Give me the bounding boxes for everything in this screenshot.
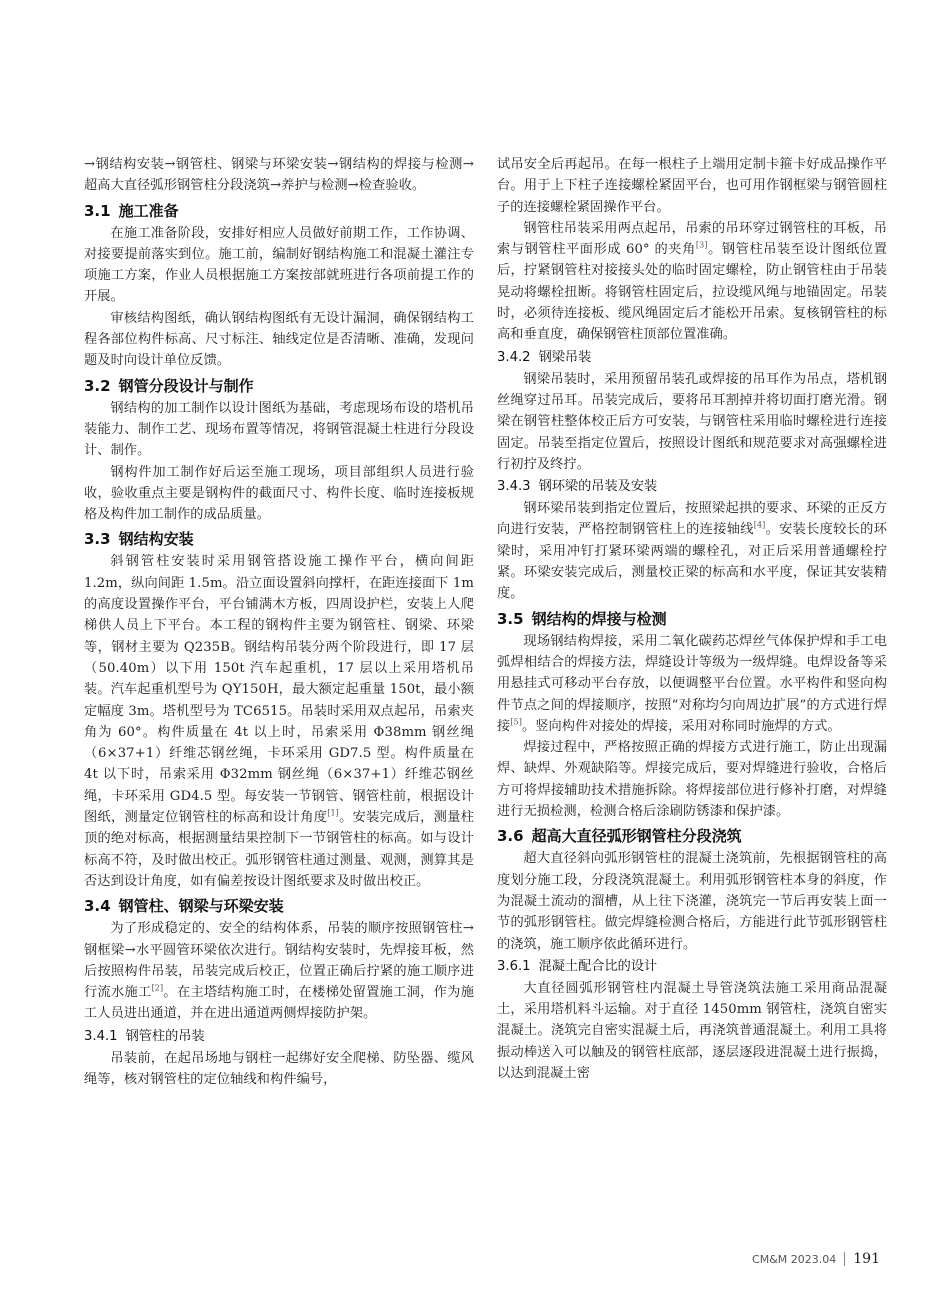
section-title: 钢管柱、钢梁与环梁安装 [118,897,284,916]
paragraph: 审核结构图纸，确认钢结构图纸有无设计漏洞，确保钢结构工程各部位构件标高、尺寸标注、轴线定位是否清晰、准确，发现问题及时向设计单位反馈。 [84,310,474,369]
citation-ref: [3] [695,240,708,250]
footer-divider [844,1252,845,1266]
section-number: 3.4.1 [84,1028,118,1044]
text-run: 。安装完成后，测量柱顶的绝对标高，根据测量结果控制下一节钢管柱的标高。如与设计标高不符，及时做出校正。弧形钢管柱通过测量、观测，测算其是否达到设计角度，如有偏差按设计图纸要求及时做出校正。 [84,810,474,889]
section-heading-3-2 [84,374,474,398]
text-run: 为了形成稳定的、安全的结构体系，吊装的顺序按照钢管柱→钢框梁→水平圆管环梁依次进行。钢结构安装时，先焊接耳板，然后按照构件吊装，吊装完成后校正，位置正确后拧紧的施工顺序进行流水施工 [84,921,474,1001]
paragraph: 大直径圆弧形钢管柱内混凝土导管浇筑法施工采用商品混凝土，采用塔机料斗运输。对于直径 1450mm 钢管柱，浇筑自密实混凝土。浇筑完自密实混凝土后，再浇筑普通混凝土。利用工具将振动棒送入可以触及的钢管柱底部，逐层逐段进混凝土进行振捣，以达到混凝土密 [497,980,887,1081]
paragraph [497,498,887,604]
section-title: 钢结构的焊接与检测 [531,609,667,628]
text-run: 钢管柱吊装采用两点起吊，吊索的吊环穿过钢管柱的耳板，吊索与钢管柱平面形成 60° 的夹角 [497,220,887,258]
section-heading-3-5 [497,607,887,631]
right-column [497,154,887,1084]
section-title: 钢管分段设计与制作 [118,376,254,395]
section-title: 钢结构安装 [118,530,194,549]
section-number: 3.1 [84,201,111,220]
section-number: 3.4 [84,897,111,916]
paragraph: →钢结构安装→钢管柱、钢梁与环梁安装→钢结构的焊接与检测→超高大直径弧形钢管柱分段浇筑→养护与检测→检查验收。 [84,157,474,194]
section-heading-3-4 [84,894,474,918]
paragraph [497,218,887,346]
paragraph: 试吊安全后再起吊。在每一根柱子上端用定制卡箍卡好成品操作平台。用于上下柱子连接螺栓紧固平台，也可用作钢框梁与钢管圆柱子的连接螺栓紧固操作平台。 [497,157,887,215]
subsection-heading-3-4-1 [84,1026,474,1048]
text-run: 斜钢管柱安装时采用钢管搭设施工操作平台，横向间距 1.2m，纵向间距 1.5m。沿立面设置斜向撑杆，在距连接面下 1m 的高度设置操作平台，平台铺满木方板，四周设护栏，安装上人爬梯供人员上下平台。本工程的钢构件主要为钢管柱、钢梁、环梁等，钢材主要为 Q235B。钢结构吊装分两个阶段进行，即 17 层（50.40m）以下用 150t 汽车起重机，17 层以上采用塔机吊装。汽车起重机型号为 QY150H，最大额定起重量 150t，最小额定幅度 3m。塔机型号为 TC6515。吊装时采用双点起吊，吊索夹角为 60°。构件质量在 4t 以上时，吊索采用 Φ38mm 钢丝绳（6×37+1）纤维芯钢丝绳，卡环采用 GD7.5 型。构件质量在 4t 以下时，吊索采用 Φ32mm 钢丝绳（6×37+1）纤维芯钢丝绳，卡环采用 GD4.5 型。每安装一节钢管、钢管柱前，根据设计图纸，测量定位钢管柱的标高和设计角度 [84,554,474,826]
subsection-heading-3-4-3 [497,476,887,498]
left-column [84,154,474,1090]
paragraph: 钢梁吊装时，采用预留吊装孔或焊接的吊耳作为吊点，塔机钢丝绳穿过吊耳。吊装完成后，要将吊耳割掉并将切面打磨光滑。钢梁在钢管柱整体校正后方可安装，与钢管柱采用临时螺栓进行连接固定。吊装至指定位置后，按照设计图纸和规范要求对高强螺栓进行初拧及终拧。 [497,371,887,472]
paragraph [84,918,474,1024]
section-number: 3.6 [497,827,524,846]
paragraph: 超大直径斜向弧形钢管柱的混凝土浇筑前，先根据钢管柱的高度划分施工段，分段浇筑混凝土。利用弧形钢管柱本身的斜度，作为混凝土流动的溜槽，从上往下浇灌，浇筑完一节后再安装上面一节的弧形钢管柱。做完焊缝检测合格后，方能进行此节弧形钢管柱的浇筑，施工顺序依此循环进行。 [497,851,887,952]
section-number: 3.3 [84,530,111,549]
subsection-heading-3-4-2 [497,347,887,369]
section-heading-3-3 [84,527,474,551]
text-run: 。安装长度较长的环梁时，采用冲钉打紧环梁两端的螺栓孔，对正后采用普通螺栓拧紧。环梁安装完成后，测量校正梁的标高和水平度，保证其安装精度。 [497,522,887,602]
paragraph [497,631,887,737]
section-number: 3.5 [497,609,524,628]
section-title: 混凝土配合比的设计 [538,958,658,974]
section-number: 3.2 [84,376,111,395]
text-run: 。钢管柱吊装至设计图纸位置后，拧紧钢管柱对接接头处的临时固定螺栓，防止钢管柱由于吊装晃动将螺栓扭断。将钢管柱固定后，拉设缆风绳与地锚固定。吊装时，必须待连接板、缆风绳固定后才能松开吊索。复核钢管柱的标高和垂直度，确保钢管柱顶部位置准确。 [497,242,887,343]
paragraph: 焊接过程中，严格按照正确的焊接方式进行施工，防止出现漏焊、缺焊、外观缺陷等。焊接完成后，要对焊缝进行验收，合格后方可将焊接辅助技术措施拆除。将焊接部位进行修补打磨，对焊缝进行无损检测，检测合格后涂刷防锈漆和保护漆。 [497,740,887,820]
section-title: 超高大直径弧形钢管柱分段浇筑 [531,827,742,846]
section-title: 钢梁吊装 [538,349,592,365]
page-footer [752,1251,880,1267]
citation-ref: [1] [327,808,339,818]
section-title: 钢环梁的吊装及安装 [538,479,658,495]
section-heading-3-1 [84,199,474,223]
journal-issue: CM&M 2023.04 [752,1252,837,1266]
section-number: 3.4.3 [497,479,531,495]
text-run: 。在主塔结构施工时，在楼梯处留置施工洞，作为施工人员进出通道，并在进出通道两侧焊接防护架。 [84,985,474,1022]
paragraph: 在施工准备阶段，安排好相应人员做好前期工作，工作协调、对接要提前落实到位。施工前，编制好钢结构施工和混凝土灌注专项施工方案，作业人员根据施工方案按部就班进行各项前提工作的开展。 [84,225,474,305]
text-run: 。竖向构件对接处的焊接，采用对称同时施焊的方式。 [521,718,841,734]
section-number: 3.6.1 [497,958,531,974]
paragraph [84,551,474,892]
section-title: 钢管柱的吊装 [125,1028,205,1044]
citation-ref: [4] [753,521,766,531]
section-title: 施工准备 [118,201,179,220]
section-heading-3-6 [497,824,887,848]
paragraph: 钢结构的加工制作以设计图纸为基础，考虑现场布设的塔机吊装能力、制作工艺、现场布置等情况，将钢管混凝土柱进行分段设计、制作。 [84,400,474,459]
subsection-heading-3-6-1 [497,956,887,978]
citation-ref: [5] [510,717,522,727]
paragraph: 钢构件加工制作好后运至施工现场，项目部组织人员进行验收，验收重点主要是钢构件的截面尺寸、构件长度、临时连接板规格及构件加工制作的成品质量。 [84,464,474,523]
page-number: 191 [853,1251,880,1267]
citation-ref: [2] [151,983,164,993]
text-run: 钢环梁吊装到指定位置后，按照梁起拱的要求、环梁的正反方向进行安装，严格控制钢管柱上的连接轴线 [497,501,887,538]
paragraph: 吊装前，在起吊场地与钢柱一起绑好安全爬梯、防坠器、缆风绳等，核对钢管柱的定位轴线和构件编号， [84,1050,474,1087]
section-number: 3.4.2 [497,349,531,365]
text-run: 现场钢结构焊接，采用二氧化碳药芯焊丝气体保护焊和手工电弧焊相结合的焊接方法，焊缝设计等级为一级焊缝。电焊设备等采用悬挂式可移动平台存放，以便调整平台位置。水平构件和竖向构件节点之间的焊接顺序，按照“对称均匀向周边扩展”的方式进行焊接 [497,633,887,734]
